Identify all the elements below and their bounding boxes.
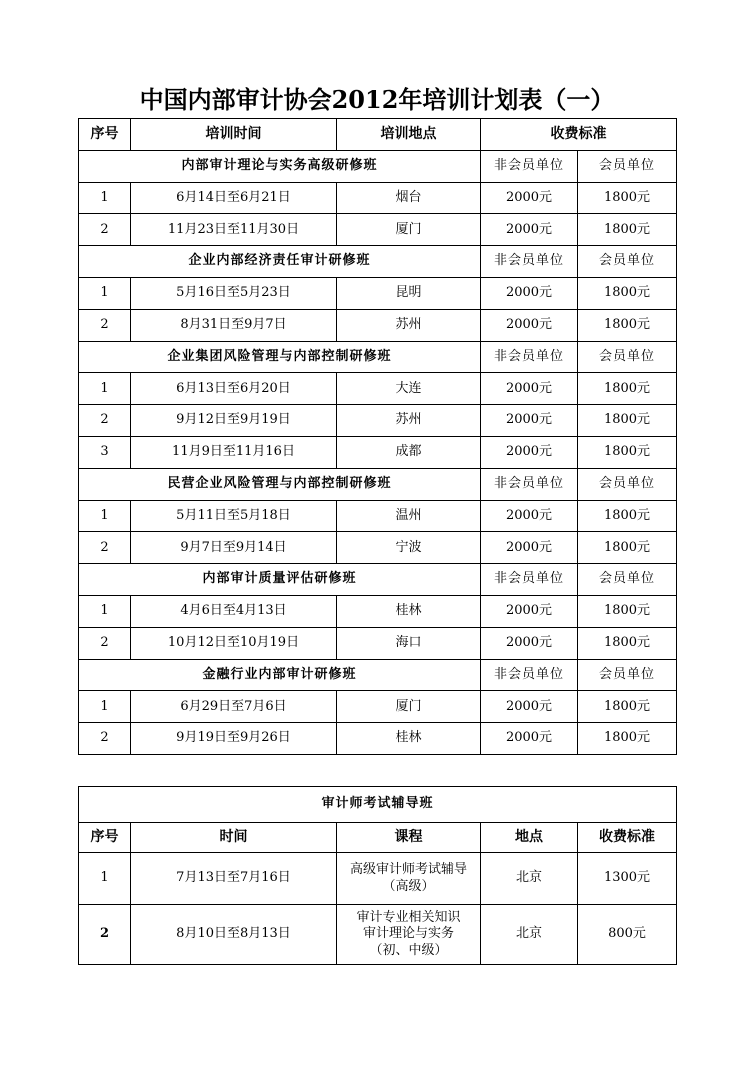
- row-time: 11月9日至11月16日: [131, 436, 337, 468]
- row-fee-non-member: 2000元: [481, 373, 578, 405]
- row-fee-non-member: 2000元: [481, 405, 578, 437]
- row-time: 8月10日至8月13日: [131, 905, 337, 965]
- header-time: 培训时间: [131, 119, 337, 151]
- fee-label-non-member: 非会员单位: [481, 246, 578, 278]
- row-fee-member: 1800元: [578, 500, 677, 532]
- row-time: 6月13日至6月20日: [131, 373, 337, 405]
- fee-label-non-member: 非会员单位: [481, 659, 578, 691]
- table-row: [79, 853, 677, 905]
- row-fee-non-member: 2000元: [481, 627, 578, 659]
- fee-label-member: 会员单位: [578, 468, 677, 500]
- header-place: 培训地点: [337, 119, 481, 151]
- row-no: 1: [79, 277, 131, 309]
- row-fee-non-member: 2000元: [481, 691, 578, 723]
- table-header-row: [79, 119, 677, 151]
- row-place: 宁波: [337, 532, 481, 564]
- table-row: [79, 595, 677, 627]
- row-no: 1: [79, 595, 131, 627]
- table-row: [79, 532, 677, 564]
- row-course: [337, 905, 481, 965]
- row-fee-member: 1800元: [578, 309, 677, 341]
- course-line: 审计理论与实务: [362, 926, 454, 942]
- fee-label-non-member: 非会员单位: [481, 341, 578, 373]
- row-time: 5月16日至5月23日: [131, 277, 337, 309]
- table-row: [79, 309, 677, 341]
- row-no: 1: [79, 853, 131, 905]
- fee-label-member: 会员单位: [578, 150, 677, 182]
- fee-label-member: 会员单位: [578, 246, 677, 278]
- row-time: 9月19日至9月26日: [131, 723, 337, 755]
- row-fee-non-member: 2000元: [481, 500, 578, 532]
- row-fee-non-member: 2000元: [481, 436, 578, 468]
- section-title: 企业内部经济责任审计研修班: [79, 246, 481, 278]
- course-line: （初、中级）: [369, 942, 448, 958]
- fee-label-member: 会员单位: [578, 564, 677, 596]
- row-no: 2: [79, 723, 131, 755]
- header-fee: 收费标准: [578, 823, 677, 853]
- table-row: [79, 214, 677, 246]
- row-fee: 800元: [578, 905, 677, 965]
- row-no: 3: [79, 436, 131, 468]
- table-row: [79, 723, 677, 755]
- table-row: [79, 405, 677, 437]
- page-title: 中国内部审计协会2012年培训计划表（一）: [139, 85, 615, 114]
- row-fee-member: 1800元: [578, 436, 677, 468]
- row-time: 6月14日至6月21日: [131, 182, 337, 214]
- row-place: 桂林: [337, 595, 481, 627]
- row-place: 烟台: [337, 182, 481, 214]
- row-fee-non-member: 2000元: [481, 532, 578, 564]
- header-time: 时间: [131, 823, 337, 853]
- fee-label-non-member: 非会员单位: [481, 564, 578, 596]
- row-no: 1: [79, 373, 131, 405]
- row-place: 温州: [337, 500, 481, 532]
- row-no: 2: [79, 627, 131, 659]
- course-line: 审计专业相关知识: [356, 910, 461, 926]
- caption-row: [79, 787, 677, 823]
- table-row: [79, 373, 677, 405]
- row-time: 11月23日至11月30日: [131, 214, 337, 246]
- section-title: 内部审计质量评估研修班: [79, 564, 481, 596]
- row-time: 10月12日至10月19日: [131, 627, 337, 659]
- row-fee-member: 1800元: [578, 691, 677, 723]
- table-row: [79, 905, 677, 965]
- row-no: 1: [79, 182, 131, 214]
- row-no: 2: [79, 532, 131, 564]
- row-time: 8月31日至9月7日: [131, 309, 337, 341]
- row-time: 4月6日至4月13日: [131, 595, 337, 627]
- header-no: 序号: [79, 119, 131, 151]
- section-row: [79, 468, 677, 500]
- table-row: [79, 182, 677, 214]
- section-row: [79, 246, 677, 278]
- header-place: 地点: [481, 823, 578, 853]
- row-place: 海口: [337, 627, 481, 659]
- row-no: 2: [79, 405, 131, 437]
- row-fee-member: 1800元: [578, 373, 677, 405]
- row-no: 1: [79, 691, 131, 723]
- row-time: 5月11日至5月18日: [131, 500, 337, 532]
- row-fee: 1300元: [578, 853, 677, 905]
- section-title: 金融行业内部审计研修班: [79, 659, 481, 691]
- table-row: [79, 436, 677, 468]
- section-row: [79, 341, 677, 373]
- row-no: 2: [79, 309, 131, 341]
- row-place: 厦门: [337, 691, 481, 723]
- row-fee-member: 1800元: [578, 595, 677, 627]
- row-place: 北京: [481, 853, 578, 905]
- table-row: [79, 277, 677, 309]
- row-no: 2: [79, 905, 131, 965]
- row-fee-member: 1800元: [578, 405, 677, 437]
- section-row: [79, 564, 677, 596]
- row-place: 昆明: [337, 277, 481, 309]
- section-row: [79, 659, 677, 691]
- row-place: 成都: [337, 436, 481, 468]
- header-course: 课程: [337, 823, 481, 853]
- section-title: 民营企业风险管理与内部控制研修班: [79, 468, 481, 500]
- fee-label-non-member: 非会员单位: [481, 468, 578, 500]
- row-fee-non-member: 2000元: [481, 214, 578, 246]
- row-no: 2: [79, 214, 131, 246]
- row-fee-member: 1800元: [578, 532, 677, 564]
- section-row: [79, 150, 677, 182]
- header-no: 序号: [79, 823, 131, 853]
- row-time: 6月29日至7月6日: [131, 691, 337, 723]
- row-time: 7月13日至7月16日: [131, 853, 337, 905]
- row-fee-non-member: 2000元: [481, 595, 578, 627]
- table-row: [79, 691, 677, 723]
- row-fee-non-member: 2000元: [481, 182, 578, 214]
- row-place: 苏州: [337, 405, 481, 437]
- row-place: 厦门: [337, 214, 481, 246]
- exam-tutoring-table: [78, 786, 677, 965]
- fee-label-member: 会员单位: [578, 659, 677, 691]
- section-title: 内部审计理论与实务高级研修班: [79, 150, 481, 182]
- section-title: 企业集团风险管理与内部控制研修班: [79, 341, 481, 373]
- row-fee-member: 1800元: [578, 723, 677, 755]
- row-fee-member: 1800元: [578, 627, 677, 659]
- table-header-row: [79, 823, 677, 853]
- fee-label-non-member: 非会员单位: [481, 150, 578, 182]
- table-row: [79, 627, 677, 659]
- row-course: [337, 853, 481, 905]
- row-place: 北京: [481, 905, 578, 965]
- row-fee-non-member: 2000元: [481, 277, 578, 309]
- row-time: 9月7日至9月14日: [131, 532, 337, 564]
- row-no: 1: [79, 500, 131, 532]
- training-plan-table: [78, 118, 677, 755]
- course-line: （高级）: [382, 878, 435, 894]
- course-line: 高级审计师考试辅导: [349, 862, 467, 878]
- fee-label-member: 会员单位: [578, 341, 677, 373]
- row-fee-member: 1800元: [578, 182, 677, 214]
- table-row: [79, 500, 677, 532]
- row-place: 大连: [337, 373, 481, 405]
- row-fee-member: 1800元: [578, 277, 677, 309]
- row-fee-member: 1800元: [578, 214, 677, 246]
- row-place: 苏州: [337, 309, 481, 341]
- row-fee-non-member: 2000元: [481, 723, 578, 755]
- row-time: 9月12日至9月19日: [131, 405, 337, 437]
- row-fee-non-member: 2000元: [481, 309, 578, 341]
- row-place: 桂林: [337, 723, 481, 755]
- header-fee: 收费标准: [481, 119, 677, 151]
- exam-table-caption: 审计师考试辅导班: [79, 787, 677, 823]
